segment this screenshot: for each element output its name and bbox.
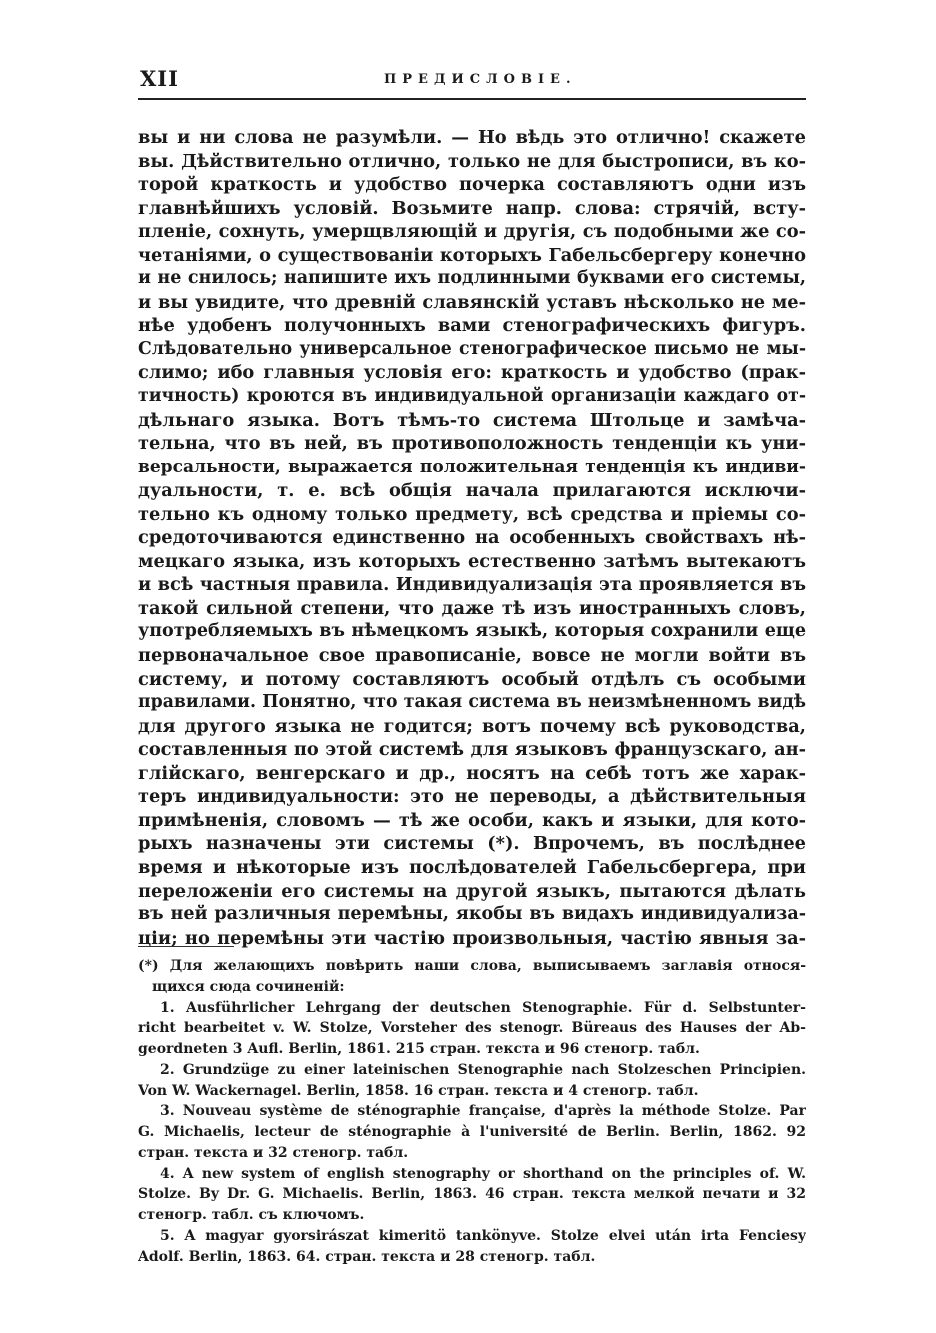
text-line: главнѣйшихъ условій. Возьмите напр. слова: стрячій, всту- xyxy=(138,197,806,219)
text-line: дуальности, т. е. всѣ общія начала прилагаются исключи- xyxy=(138,480,806,502)
footnote-line: 5. A magyar gyorsirászat kimeritö tankönyve. Stolze elvei után irta Fenciesy xyxy=(160,1227,806,1244)
text-line: средоточиваются единственно на особенныхъ свойствахъ нѣ- xyxy=(138,527,806,549)
text-line: и вы увидите, что древній славянскій уставъ нѣсколько не ме- xyxy=(138,291,806,313)
footnote-line: 1. Ausführlicher Lehrgang der deutschen Stenographie. Für d. Selbstunter- xyxy=(160,999,806,1016)
text-line: такой сильной степени, что даже тѣ изъ иностранныхъ словъ, xyxy=(138,597,806,619)
text-line: въ ней различныя перемѣны, якобы въ видахъ индивидуализа- xyxy=(138,904,806,925)
text-line: вы и ни слова не разумѣли. — Но вѣдь это отлично! скажете xyxy=(138,127,806,148)
text-line: правилами. Понятно, что такая система въ неизмѣненномъ видѣ xyxy=(138,692,806,713)
text-line: первоначальное свое правописаніе, вовсе не могли войти въ xyxy=(138,645,806,667)
footnotes xyxy=(138,956,806,1267)
text-line: вы. Дѣйствительно отлично, только не для быстрописи, въ ко- xyxy=(138,150,806,172)
page-number: XII xyxy=(140,66,179,91)
text-line: составленныя по этой системѣ для языковъ французскаго, ан- xyxy=(138,739,806,761)
text-line: для другого языка не годится; вотъ почему всѣ руководства, xyxy=(138,715,806,737)
body-text xyxy=(138,126,806,950)
footnote-line: Stolze. By Dr. G. Michaelis. Berlin, 1863. 46 стран. текста мелкой печати и 32 xyxy=(138,1186,806,1203)
footnote-line: 2. Grundzüge zu einer lateinischen Stenographie nach Stolzeschen Principien. xyxy=(160,1061,806,1078)
text-line: торой краткость и удобство почерка составляютъ одни изъ xyxy=(138,174,806,196)
text-line: употребляемыхъ въ нѣмецкомъ языкѣ, которыя сохранили еще xyxy=(138,621,806,642)
footnote-line: 4. A new system of english stenography or shorthand on the principles of. W. xyxy=(160,1165,806,1182)
footnote-line: G. Michaelis, lecteur de sténographie à l'université de Berlin. Berlin, 1862. 92 xyxy=(138,1124,806,1140)
footnote-line: стеногр. табл. съ ключомъ. xyxy=(138,1207,365,1223)
text-line: ціи; но перемѣны эти частію произвольныя, частію явныя за- xyxy=(138,927,806,949)
text-line: теръ индивидуальности: это не переводы, а дѣйствительныя xyxy=(138,786,806,808)
text-line: систему, и потому составляютъ особый отдѣлъ съ особыми xyxy=(138,668,806,690)
text-line: нѣе удобенъ получонныхъ вами стенографическихъ фигуръ. xyxy=(138,315,806,337)
text-line: дѣльнаго языка. Вотъ тѣмъ-то система Штольце и замѣча- xyxy=(138,409,806,431)
text-line: и всѣ частныя правила. Индивидуализація эта проявляется въ xyxy=(138,574,806,596)
footnote-line: geordneten 3 Aufl. Berlin, 1861. 215 стран. текста и 96 стеногр. табл. xyxy=(138,1041,700,1057)
text-line: версальности, выражается положительная тенденція къ индиви- xyxy=(138,456,806,477)
running-head: ПРЕДИСЛОВІЕ. xyxy=(384,72,577,87)
text-line: тичность) кроются въ индивидуальной организаціи каждаго от- xyxy=(138,386,806,407)
text-line: слимо; ибо главныя условія его: краткость и удобство (прак- xyxy=(138,362,806,384)
footnote-rule xyxy=(138,946,234,947)
text-line: время и нѣкоторые изъ послѣдователей Габельсбергера, при xyxy=(138,856,806,878)
text-line: мецкаго языка, изъ которыхъ естественно затѣмъ вытекаютъ xyxy=(138,550,806,572)
text-line: и не снилось; напишите ихъ подлинными буквами его системы, xyxy=(138,268,806,289)
text-line: тельна, что въ ней, въ противоположность тенденціи къ уни- xyxy=(138,433,806,455)
text-line: переложеніи его системы на другой языкъ, пытаются дѣлать xyxy=(138,880,806,902)
footnote-line: (*) Для желающихъ повѣрить наши слова, выписываемъ заглавія относя- xyxy=(138,958,806,974)
text-line: пленіе, сохнуть, умерщвляющій и другія, съ подобными же со- xyxy=(138,221,806,243)
footnote-line: стран. текста и 32 стеногр. табл. xyxy=(138,1144,409,1161)
footnote-line: Adolf. Berlin, 1863. 64. стран. текста и 28 стеногр. табл. xyxy=(138,1248,596,1265)
footnote-line: 3. Nouveau système de sténographie française, d'après la méthode Stolze. Par xyxy=(160,1103,806,1120)
header-rule xyxy=(138,98,806,100)
text-line: тельно къ одному только предмету, всѣ средства и пріемы со- xyxy=(138,503,806,525)
text-line: Слѣдовательно универсальное стенографическое письмо не мы- xyxy=(138,338,806,359)
text-line: рыхъ назначены эти системы (*). Впрочемъ, въ послѣднее xyxy=(138,833,806,855)
footnote-line: Von W. Wackernagel. Berlin, 1858. 16 стран. текста и 4 стеногр. табл. xyxy=(138,1082,699,1099)
page-header xyxy=(138,66,806,96)
text-line: примѣненія, словомъ — тѣ же особи, какъ и языки, для кото- xyxy=(138,809,806,831)
footnote-line: щихся сюда сочиненій: xyxy=(152,978,345,995)
text-line: четаніями, о существованіи которыхъ Габельсбергеру конечно xyxy=(138,244,806,266)
footnote-line: richt bearbeitet v. W. Stolze, Vorsteher des stenogr. Büreaus des Hauses der Ab- xyxy=(138,1020,806,1037)
text-line: глійскаго, венгерскаго и др., носятъ на себѣ тотъ же харак- xyxy=(138,762,806,784)
